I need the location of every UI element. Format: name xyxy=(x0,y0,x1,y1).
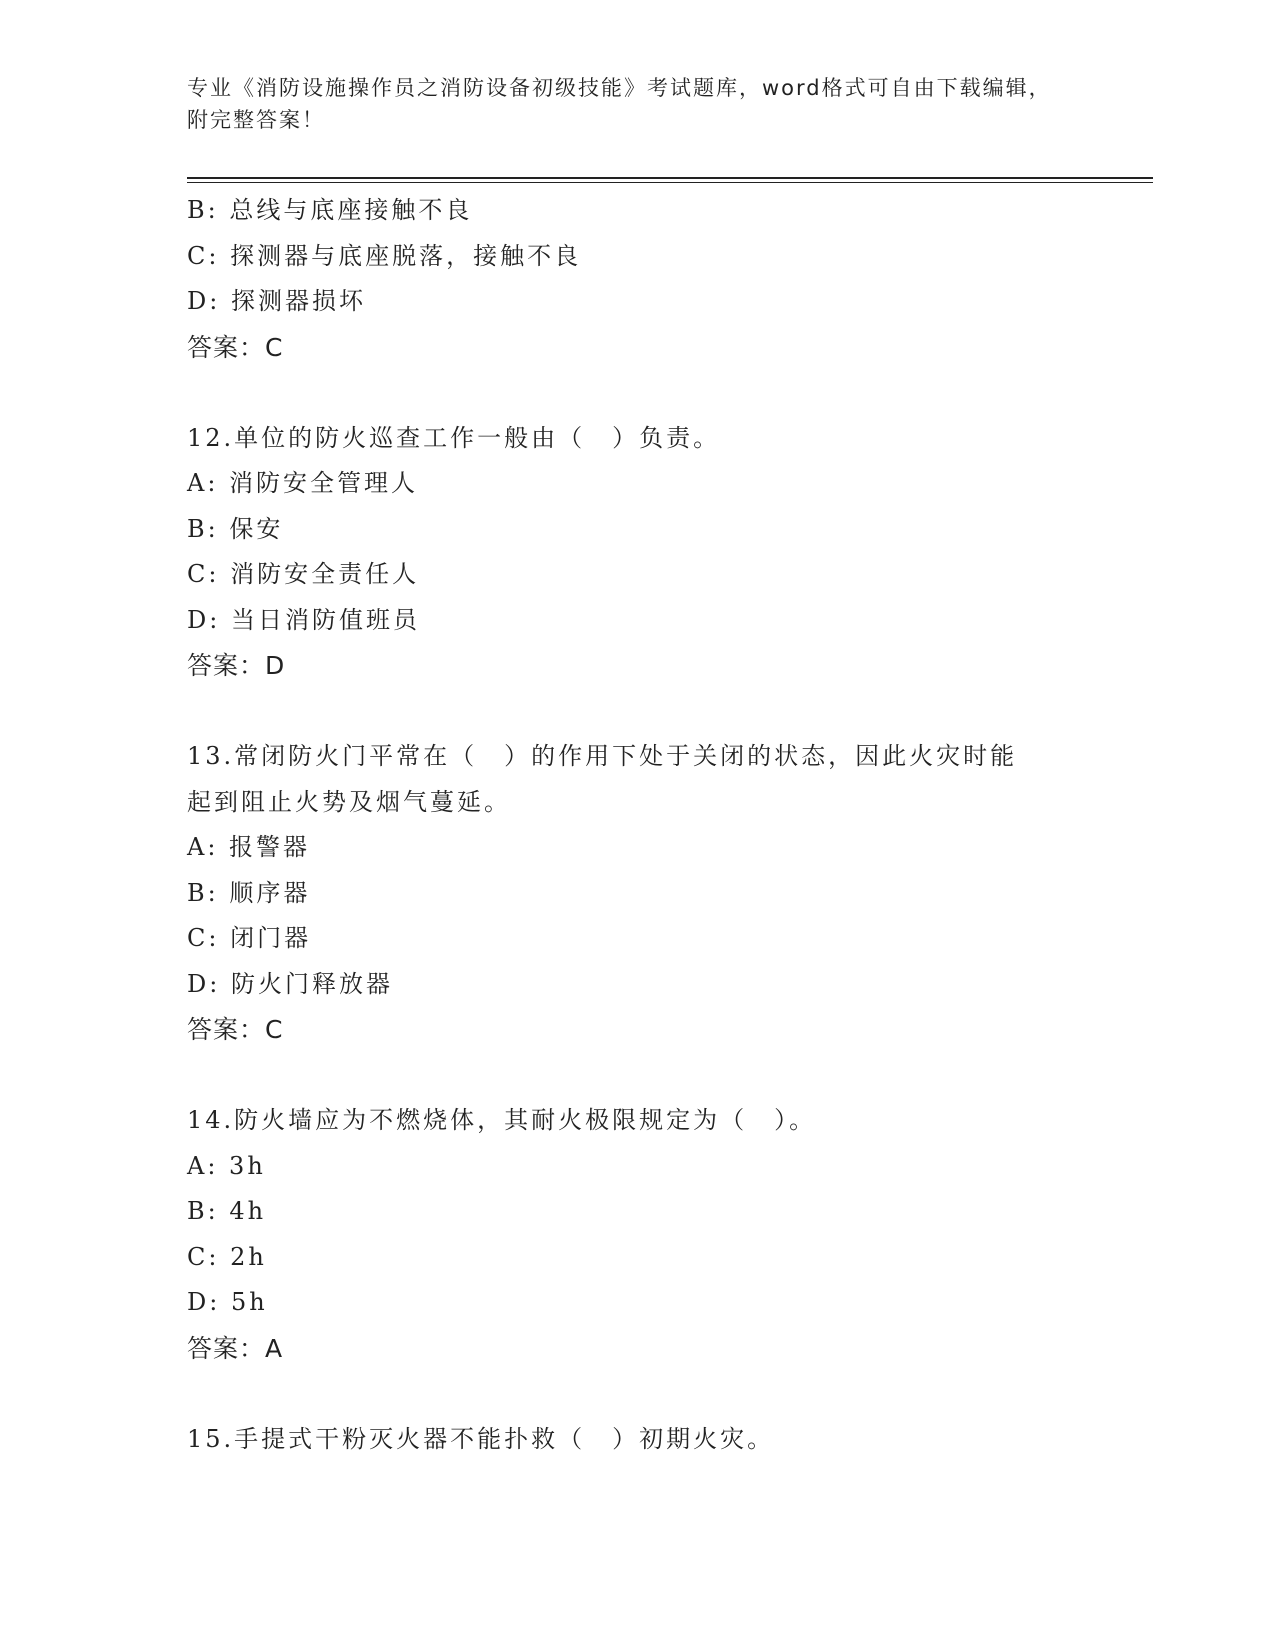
question-list xyxy=(187,188,1087,1462)
option-d: D: 5h xyxy=(187,1288,268,1316)
question-15 xyxy=(187,1417,1087,1463)
option-a: A: 消防安全管理人 xyxy=(187,469,419,497)
option-d: D: 当日消防值班员 xyxy=(187,605,420,634)
option-b: B: 顺序器 xyxy=(187,878,311,907)
option-a: A: 报警器 xyxy=(187,833,311,861)
question-text: 15.手提式干粉灭火器不能扑救（ ）初期火灾。 xyxy=(187,1424,775,1453)
spacer xyxy=(187,1053,1087,1099)
header-rule-thin xyxy=(187,182,1153,183)
option-b: B: 4h xyxy=(187,1197,267,1225)
option-d: D: 探测器损坏 xyxy=(187,287,366,315)
question-text: 14.防火墙应为不燃烧体，其耐火极限规定为（ ）。 xyxy=(187,1106,817,1134)
option-b: B: 保安 xyxy=(187,514,284,543)
question-14 xyxy=(187,1098,1087,1371)
option-a: A: 3h xyxy=(187,1151,266,1180)
answer: 答案：D xyxy=(187,651,286,680)
option-c: C: 2h xyxy=(187,1242,267,1271)
answer: 答案：C xyxy=(187,1015,284,1044)
answer: 答案：A xyxy=(187,1333,284,1363)
option-b: B: 总线与底座接触不良 xyxy=(187,196,473,224)
option-c: C: 闭门器 xyxy=(187,924,312,952)
header-rule-thick xyxy=(187,177,1153,179)
answer: 答案：C xyxy=(187,332,284,362)
question-text-line-1: 13.常闭防火门平常在（ ）的作用下处于关闭的状态，因此火灾时能 xyxy=(187,742,1018,770)
option-c: C: 探测器与底座脱落，接触不良 xyxy=(187,241,582,270)
document-header: 专业《消防设施操作员之消防设备初级技能》考试题库，word格式可自由下载编辑，附完整答案！ xyxy=(187,76,1052,132)
question-text: 12.单位的防火巡查工作一般由（ ）负责。 xyxy=(187,423,721,452)
option-c: C: 消防安全责任人 xyxy=(187,560,420,588)
question-text-line-2: 起到阻止火势及烟气蔓延。 xyxy=(187,787,511,816)
spacer xyxy=(187,689,1087,735)
spacer xyxy=(187,370,1087,416)
spacer xyxy=(187,1371,1087,1417)
question-13 xyxy=(187,734,1087,1053)
question-11-tail xyxy=(187,188,1087,370)
question-12 xyxy=(187,416,1087,689)
option-d: D: 防火门释放器 xyxy=(187,969,393,998)
